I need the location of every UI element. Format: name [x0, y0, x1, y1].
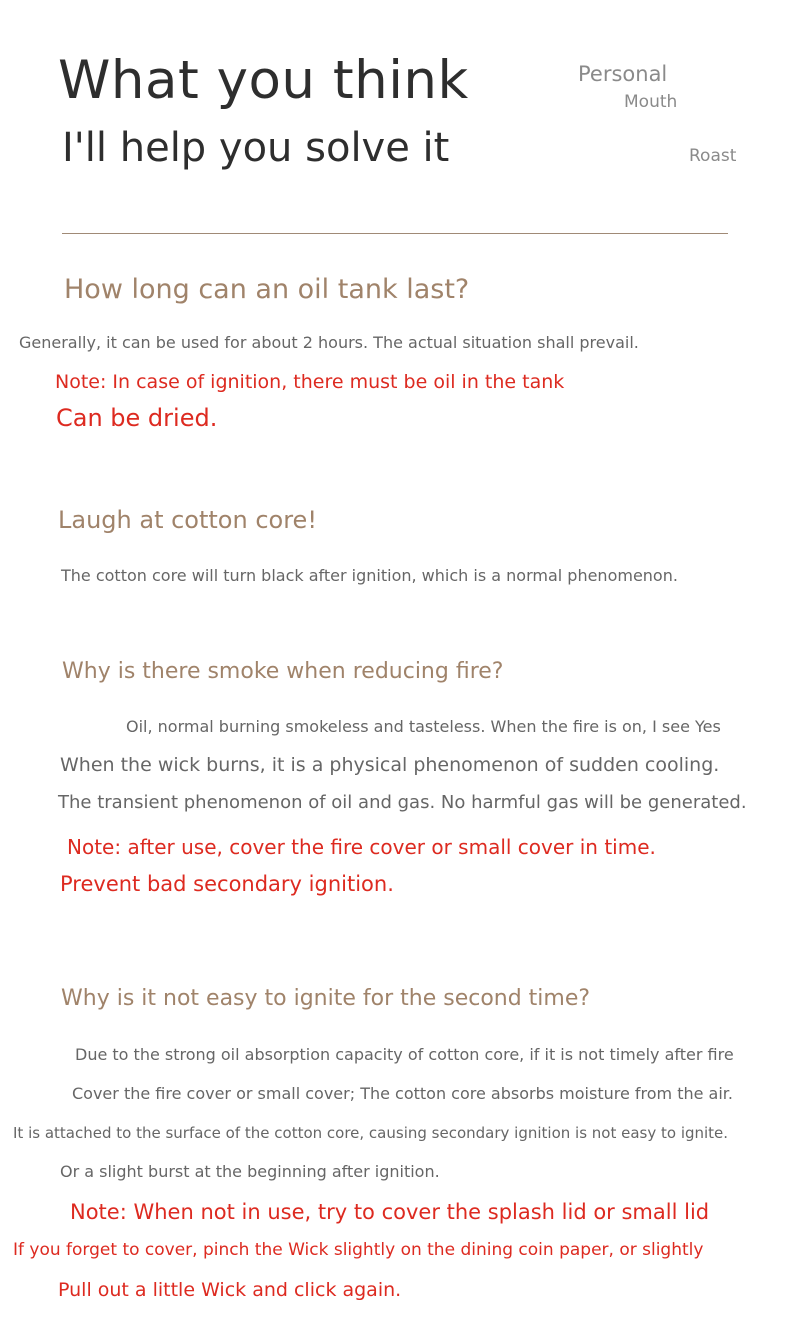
tank-body: Generally, it can be used for about 2 hours. The actual situation shall prevail.	[19, 333, 639, 352]
ignite-note-line1: Note: When not in use, try to cover the splash lid or small lid	[70, 1200, 710, 1224]
smoke-line3: The transient phenomenon of oil and gas. No harmful gas will be generated.	[58, 792, 747, 813]
smoke-line1: Oil, normal burning smokeless and tasteless. When the fire is on, I see Yes	[126, 717, 721, 736]
page-subtitle: I'll help you solve it	[62, 125, 450, 171]
ignite-line2: Cover the fire cover or small cover; The cotton core absorbs moisture from the air.	[72, 1084, 733, 1103]
tag-mouth: Mouth	[624, 92, 678, 112]
smoke-line2: When the wick burns, it is a physical phenomenon of sudden cooling.	[60, 754, 720, 776]
smoke-note-line1: Note: after use, cover the fire cover or small cover in time.	[67, 835, 656, 859]
ignite-note-line3: Pull out a little Wick and click again.	[58, 1279, 402, 1301]
tag-personal: Personal	[578, 62, 668, 86]
ignite-note-line2: If you forget to cover, pinch the Wick slightly on the dining coin paper, or slightly	[13, 1240, 704, 1260]
tank-heading: How long can an oil tank last?	[64, 274, 470, 305]
ignite-heading: Why is it not easy to ignite for the second time?	[61, 986, 591, 1011]
tank-note-line1: Note: In case of ignition, there must be oil in the tank	[55, 371, 565, 393]
smoke-note-line2: Prevent bad secondary ignition.	[60, 872, 394, 896]
tag-roast: Roast	[689, 146, 737, 166]
tank-note-line2: Can be dried.	[56, 404, 218, 432]
divider	[62, 233, 728, 234]
cotton-body: The cotton core will turn black after ignition, which is a normal phenomenon.	[61, 566, 678, 585]
cotton-heading: Laugh at cotton core!	[58, 506, 317, 534]
ignite-line3: It is attached to the surface of the cotton core, causing secondary ignition is not easy to ignite.	[13, 1124, 729, 1142]
ignite-line1: Due to the strong oil absorption capacity of cotton core, if it is not timely after fire	[75, 1045, 734, 1064]
page-title: What you think	[58, 50, 469, 111]
ignite-line4: Or a slight burst at the beginning after ignition.	[60, 1162, 440, 1181]
smoke-heading: Why is there smoke when reducing fire?	[62, 659, 504, 684]
